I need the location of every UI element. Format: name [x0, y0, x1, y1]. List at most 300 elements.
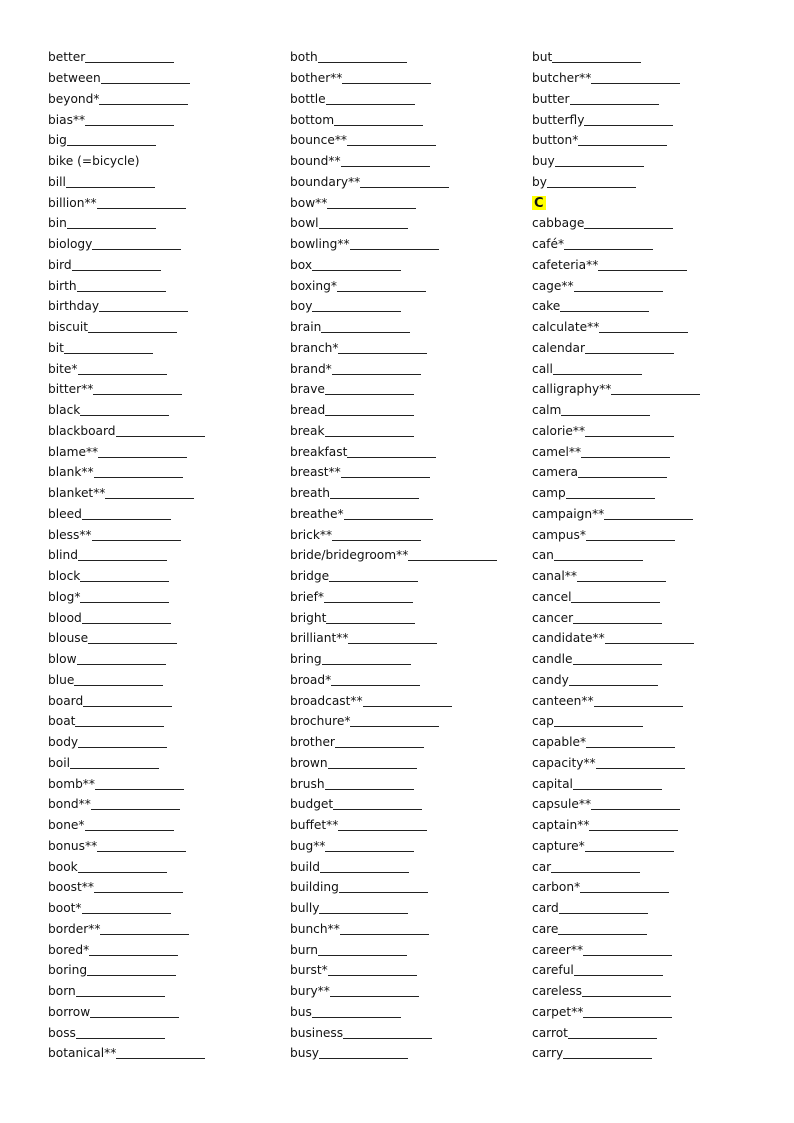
- answer-blank-line[interactable]: [554, 549, 643, 561]
- vocab-row: [532, 649, 782, 670]
- answer-blank-line[interactable]: [596, 757, 685, 769]
- vocab-row: [532, 255, 782, 276]
- answer-blank-line[interactable]: [350, 715, 439, 727]
- vocab-row: [48, 690, 298, 711]
- answer-blank-line[interactable]: [72, 259, 161, 271]
- vocab-word: bill: [48, 174, 66, 189]
- vocab-row: [290, 1002, 540, 1023]
- answer-blank-line[interactable]: [95, 778, 184, 790]
- section-letter-row: [532, 192, 782, 213]
- answer-blank-line[interactable]: [85, 819, 174, 831]
- answer-blank-line[interactable]: [343, 1027, 432, 1039]
- answer-blank-line[interactable]: [338, 819, 427, 831]
- vocab-word: business: [290, 1025, 344, 1040]
- vocab-word: bird: [48, 257, 72, 272]
- vocab-row: [532, 960, 782, 981]
- vocab-row: [48, 1022, 298, 1043]
- vocab-word: boxing*: [290, 278, 337, 293]
- answer-blank-line[interactable]: [337, 280, 426, 292]
- answer-blank-line[interactable]: [605, 632, 694, 644]
- vocab-word: breathe*: [290, 506, 344, 521]
- answer-blank-line[interactable]: [322, 653, 411, 665]
- answer-blank-line[interactable]: [340, 923, 429, 935]
- vocab-row: [290, 628, 540, 649]
- vocab-word: blanket**: [48, 486, 106, 501]
- vocab-word: car: [532, 859, 552, 874]
- vocab-row: [290, 192, 540, 213]
- vocab-word: big: [48, 133, 67, 148]
- vocab-word: boot*: [48, 901, 82, 916]
- answer-blank-line[interactable]: [85, 114, 174, 126]
- answer-blank-line[interactable]: [574, 280, 663, 292]
- vocab-row: [290, 856, 540, 877]
- vocab-word: budget: [290, 797, 334, 812]
- vocab-word: butcher**: [532, 71, 592, 86]
- vocab-row: [532, 524, 782, 545]
- answer-blank-line[interactable]: [594, 695, 683, 707]
- vocab-row: [290, 794, 540, 815]
- vocab-word: bin: [48, 216, 67, 231]
- vocab-row: [48, 711, 298, 732]
- vocab-row: [48, 794, 298, 815]
- vocab-row: [532, 566, 782, 587]
- vocab-row: [532, 919, 782, 940]
- answer-blank-line[interactable]: [333, 798, 422, 810]
- vocab-row: [290, 939, 540, 960]
- answer-blank-line[interactable]: [98, 446, 187, 458]
- vocab-word: capture*: [532, 838, 585, 853]
- vocab-row: [290, 109, 540, 130]
- vocab-word: candidate**: [532, 631, 605, 646]
- vocab-row: [48, 670, 298, 691]
- answer-blank-line[interactable]: [363, 695, 452, 707]
- answer-blank-line[interactable]: [564, 238, 653, 250]
- vocab-word: brief*: [290, 589, 325, 604]
- answer-blank-line[interactable]: [80, 404, 169, 416]
- answer-blank-line[interactable]: [99, 93, 188, 105]
- vocab-row: [48, 773, 298, 794]
- answer-blank-line[interactable]: [88, 632, 177, 644]
- vocab-row: [48, 317, 298, 338]
- answer-blank-line[interactable]: [318, 944, 407, 956]
- vocab-row: [48, 462, 298, 483]
- answer-blank-line[interactable]: [563, 1047, 652, 1059]
- vocab-word: bike (=bicycle): [48, 154, 140, 169]
- vocab-word: brochure*: [290, 714, 351, 729]
- vocab-row: [290, 919, 540, 940]
- answer-blank-line[interactable]: [89, 944, 178, 956]
- vocab-word: bring: [290, 652, 322, 667]
- answer-blank-line[interactable]: [312, 1006, 401, 1018]
- answer-blank-line[interactable]: [348, 632, 437, 644]
- vocab-row: [48, 1043, 298, 1064]
- vocab-row: [290, 441, 540, 462]
- vocab-word: calculate**: [532, 320, 600, 335]
- answer-blank-line[interactable]: [78, 861, 167, 873]
- answer-blank-line[interactable]: [347, 446, 436, 458]
- answer-blank-line[interactable]: [83, 695, 172, 707]
- vocab-row: [48, 836, 298, 857]
- vocab-word: brand*: [290, 361, 332, 376]
- answer-blank-line[interactable]: [331, 674, 420, 686]
- answer-blank-line[interactable]: [598, 259, 687, 271]
- vocab-word: brave: [290, 382, 325, 397]
- answer-blank-line[interactable]: [591, 798, 680, 810]
- answer-blank-line[interactable]: [332, 529, 421, 541]
- vocab-row: [532, 89, 782, 110]
- answer-blank-line[interactable]: [581, 446, 670, 458]
- answer-blank-line[interactable]: [320, 861, 409, 873]
- vocab-row: [532, 317, 782, 338]
- answer-blank-line[interactable]: [319, 217, 408, 229]
- vocab-row: [532, 815, 782, 836]
- answer-blank-line[interactable]: [324, 591, 413, 603]
- answer-blank-line[interactable]: [555, 155, 644, 167]
- answer-blank-line[interactable]: [586, 529, 675, 541]
- vocab-row: [48, 68, 298, 89]
- vocab-row: [290, 545, 540, 566]
- vocab-word: careless: [532, 984, 582, 999]
- answer-blank-line[interactable]: [97, 197, 186, 209]
- vocab-row: [290, 877, 540, 898]
- vocab-row: [532, 275, 782, 296]
- answer-blank-line[interactable]: [312, 259, 401, 271]
- answer-blank-line[interactable]: [318, 51, 407, 63]
- answer-blank-line[interactable]: [578, 466, 667, 478]
- answer-blank-line[interactable]: [338, 342, 427, 354]
- answer-blank-line[interactable]: [335, 736, 424, 748]
- answer-blank-line[interactable]: [360, 176, 449, 188]
- vocab-row: [48, 524, 298, 545]
- answer-blank-line[interactable]: [341, 466, 430, 478]
- answer-blank-line[interactable]: [583, 944, 672, 956]
- answer-blank-line[interactable]: [328, 964, 417, 976]
- answer-blank-line[interactable]: [573, 612, 662, 624]
- word-column-2: [290, 47, 540, 1064]
- answer-blank-line[interactable]: [78, 736, 167, 748]
- vocab-row: [532, 545, 782, 566]
- vocab-row: [290, 607, 540, 628]
- vocab-word: camel**: [532, 444, 582, 459]
- answer-blank-line[interactable]: [341, 155, 430, 167]
- answer-blank-line[interactable]: [326, 93, 415, 105]
- answer-blank-line[interactable]: [573, 653, 662, 665]
- answer-blank-line[interactable]: [328, 757, 417, 769]
- vocab-row: [48, 960, 298, 981]
- answer-blank-line[interactable]: [573, 778, 662, 790]
- answer-blank-line[interactable]: [330, 487, 419, 499]
- vocab-row: [532, 1022, 782, 1043]
- vocab-row: [532, 732, 782, 753]
- answer-blank-line[interactable]: [329, 570, 418, 582]
- vocab-word: blog*: [48, 589, 81, 604]
- answer-blank-line[interactable]: [116, 425, 205, 437]
- answer-blank-line[interactable]: [67, 134, 156, 146]
- vocab-word: butterfly: [532, 112, 585, 127]
- answer-blank-line[interactable]: [570, 93, 659, 105]
- vocab-row: [532, 109, 782, 130]
- vocab-row: [532, 172, 782, 193]
- vocab-word: by: [532, 174, 547, 189]
- answer-blank-line[interactable]: [339, 881, 428, 893]
- answer-blank-line[interactable]: [97, 840, 186, 852]
- answer-blank-line[interactable]: [547, 176, 636, 188]
- vocab-word: bounce**: [290, 133, 348, 148]
- answer-blank-line[interactable]: [93, 383, 182, 395]
- word-column-3: [532, 47, 782, 1064]
- vocab-row: [48, 919, 298, 940]
- vocab-row: [48, 1002, 298, 1023]
- vocab-row: [48, 981, 298, 1002]
- vocab-row: [532, 130, 782, 151]
- vocab-word: calm: [532, 403, 562, 418]
- vocab-row: [532, 358, 782, 379]
- answer-blank-line[interactable]: [87, 964, 176, 976]
- answer-blank-line[interactable]: [88, 321, 177, 333]
- answer-blank-line[interactable]: [327, 197, 416, 209]
- answer-blank-line[interactable]: [571, 591, 660, 603]
- vocab-word: bunch**: [290, 921, 340, 936]
- answer-blank-line[interactable]: [589, 819, 678, 831]
- vocab-row: [290, 462, 540, 483]
- answer-blank-line[interactable]: [585, 342, 674, 354]
- vocab-row: [48, 607, 298, 628]
- vocab-word: boil: [48, 755, 70, 770]
- answer-blank-line[interactable]: [76, 1027, 165, 1039]
- answer-blank-line[interactable]: [66, 176, 155, 188]
- answer-blank-line[interactable]: [584, 114, 673, 126]
- vocab-word: but: [532, 50, 553, 65]
- vocab-row: [532, 296, 782, 317]
- answer-blank-line[interactable]: [325, 425, 414, 437]
- answer-blank-line[interactable]: [94, 881, 183, 893]
- vocab-word: boy: [290, 299, 313, 314]
- vocab-row: [532, 836, 782, 857]
- vocab-word: buffet**: [290, 818, 339, 833]
- vocab-row: [532, 151, 782, 172]
- vocab-row: [290, 1043, 540, 1064]
- answer-blank-line[interactable]: [319, 1047, 408, 1059]
- answer-blank-line[interactable]: [78, 549, 167, 561]
- answer-blank-line[interactable]: [325, 840, 414, 852]
- answer-blank-line[interactable]: [74, 674, 163, 686]
- vocab-word: borrow: [48, 1004, 91, 1019]
- vocab-word: bottle: [290, 91, 326, 106]
- answer-blank-line[interactable]: [90, 1006, 179, 1018]
- vocab-row: [48, 109, 298, 130]
- answer-blank-line[interactable]: [584, 217, 673, 229]
- answer-blank-line[interactable]: [347, 134, 436, 146]
- answer-blank-line[interactable]: [77, 280, 166, 292]
- answer-blank-line[interactable]: [92, 529, 181, 541]
- vocab-row: [290, 130, 540, 151]
- vocab-row: [532, 711, 782, 732]
- vocab-word: biology: [48, 237, 93, 252]
- vocab-word: bomb**: [48, 776, 95, 791]
- answer-blank-line[interactable]: [100, 923, 189, 935]
- vocab-row: [532, 753, 782, 774]
- vocab-row: [290, 317, 540, 338]
- answer-blank-line[interactable]: [82, 612, 171, 624]
- answer-blank-line[interactable]: [326, 612, 415, 624]
- answer-blank-line[interactable]: [611, 383, 700, 395]
- vocab-word: block: [48, 569, 81, 584]
- vocab-word: carbon*: [532, 880, 581, 895]
- vocab-word: born: [48, 984, 76, 999]
- answer-blank-line[interactable]: [80, 570, 169, 582]
- vocab-word: bug**: [290, 838, 326, 853]
- vocab-row: [532, 441, 782, 462]
- answer-blank-line[interactable]: [94, 466, 183, 478]
- answer-blank-line[interactable]: [559, 902, 648, 914]
- answer-blank-line[interactable]: [342, 72, 431, 84]
- answer-blank-line[interactable]: [585, 425, 674, 437]
- vocab-row: [48, 400, 298, 421]
- answer-blank-line[interactable]: [574, 964, 663, 976]
- answer-blank-line[interactable]: [85, 51, 174, 63]
- answer-blank-line[interactable]: [325, 404, 414, 416]
- vocab-row: [48, 255, 298, 276]
- vocab-row: [532, 68, 782, 89]
- answer-blank-line[interactable]: [325, 778, 414, 790]
- vocab-row: [48, 213, 298, 234]
- answer-blank-line[interactable]: [551, 861, 640, 873]
- answer-blank-line[interactable]: [75, 715, 164, 727]
- answer-blank-line[interactable]: [561, 404, 650, 416]
- vocab-word: bowling**: [290, 237, 350, 252]
- vocab-row: [48, 47, 298, 68]
- answer-blank-line[interactable]: [560, 300, 649, 312]
- answer-blank-line[interactable]: [583, 1006, 672, 1018]
- vocab-word: breakfast: [290, 444, 348, 459]
- vocab-word: bleed: [48, 506, 82, 521]
- vocab-word: bored*: [48, 942, 90, 957]
- vocab-row: [290, 172, 540, 193]
- vocab-row: [290, 1022, 540, 1043]
- vocab-row: [48, 172, 298, 193]
- answer-blank-line[interactable]: [334, 114, 423, 126]
- vocab-word: boundary**: [290, 174, 361, 189]
- vocab-word: birthday: [48, 299, 100, 314]
- answer-blank-line[interactable]: [91, 798, 180, 810]
- answer-blank-line[interactable]: [325, 383, 414, 395]
- answer-blank-line[interactable]: [578, 134, 667, 146]
- vocab-word: blow: [48, 652, 77, 667]
- answer-blank-line[interactable]: [569, 674, 658, 686]
- answer-blank-line[interactable]: [558, 923, 647, 935]
- vocab-word: camp: [532, 486, 566, 501]
- answer-blank-line[interactable]: [585, 840, 674, 852]
- vocab-word: carry: [532, 1046, 564, 1061]
- vocab-word: campaign**: [532, 506, 605, 521]
- answer-blank-line[interactable]: [599, 321, 688, 333]
- answer-blank-line[interactable]: [577, 570, 666, 582]
- vocab-row: [532, 670, 782, 691]
- answer-blank-line[interactable]: [566, 487, 655, 499]
- answer-blank-line[interactable]: [586, 736, 675, 748]
- answer-blank-line[interactable]: [80, 591, 169, 603]
- answer-blank-line[interactable]: [64, 342, 153, 354]
- vocab-word: café*: [532, 237, 565, 252]
- vocab-row: [48, 192, 298, 213]
- answer-blank-line[interactable]: [330, 985, 419, 997]
- vocab-word: board: [48, 693, 84, 708]
- answer-blank-line[interactable]: [332, 363, 421, 375]
- vocab-row: [532, 338, 782, 359]
- vocab-row: [48, 856, 298, 877]
- answer-blank-line[interactable]: [580, 881, 669, 893]
- answer-blank-line[interactable]: [321, 321, 410, 333]
- answer-blank-line[interactable]: [408, 549, 497, 561]
- answer-blank-line[interactable]: [82, 902, 171, 914]
- vocab-word: carpet**: [532, 1004, 584, 1019]
- answer-blank-line[interactable]: [78, 363, 167, 375]
- answer-blank-line[interactable]: [105, 487, 194, 499]
- vocab-word: can: [532, 548, 554, 563]
- answer-blank-line[interactable]: [82, 508, 171, 520]
- answer-blank-line[interactable]: [604, 508, 693, 520]
- answer-blank-line[interactable]: [344, 508, 433, 520]
- vocab-row: [48, 504, 298, 525]
- vocab-row: [48, 275, 298, 296]
- answer-blank-line[interactable]: [99, 300, 188, 312]
- vocab-row: [48, 358, 298, 379]
- answer-blank-line[interactable]: [76, 985, 165, 997]
- vocab-row: [290, 255, 540, 276]
- answer-blank-line[interactable]: [101, 72, 190, 84]
- answer-blank-line[interactable]: [92, 238, 181, 250]
- answer-blank-line[interactable]: [70, 757, 159, 769]
- vocab-word: bitter**: [48, 382, 94, 397]
- vocab-word: butter: [532, 91, 570, 106]
- vocab-row: [290, 483, 540, 504]
- answer-blank-line[interactable]: [77, 653, 166, 665]
- vocab-row: [48, 338, 298, 359]
- vocab-word: card: [532, 901, 559, 916]
- vocab-word: build: [290, 859, 320, 874]
- vocab-word: cancer: [532, 610, 574, 625]
- vocab-word: boat: [48, 714, 76, 729]
- answer-blank-line[interactable]: [553, 363, 642, 375]
- vocab-word: careful: [532, 963, 574, 978]
- answer-blank-line[interactable]: [319, 902, 408, 914]
- vocab-word: boss: [48, 1025, 76, 1040]
- answer-blank-line[interactable]: [554, 715, 643, 727]
- vocab-word: capsule**: [532, 797, 592, 812]
- vocab-word: campus*: [532, 527, 586, 542]
- answer-blank-line[interactable]: [591, 72, 680, 84]
- answer-blank-line[interactable]: [67, 217, 156, 229]
- vocab-word: box: [290, 257, 313, 272]
- vocab-word: capital: [532, 776, 573, 791]
- vocab-row: [48, 483, 298, 504]
- vocab-word: blame**: [48, 444, 99, 459]
- vocab-row: [532, 877, 782, 898]
- answer-blank-line[interactable]: [568, 1027, 657, 1039]
- vocab-word: brick**: [290, 527, 333, 542]
- vocab-word: beyond*: [48, 91, 100, 106]
- vocab-word: bound**: [290, 154, 341, 169]
- answer-blank-line[interactable]: [582, 985, 671, 997]
- vocab-word: bit: [48, 340, 64, 355]
- vocab-word: book: [48, 859, 78, 874]
- answer-blank-line[interactable]: [312, 300, 401, 312]
- answer-blank-line[interactable]: [350, 238, 439, 250]
- vocab-word: calorie**: [532, 423, 586, 438]
- answer-blank-line[interactable]: [552, 51, 641, 63]
- vocab-word: breast**: [290, 465, 341, 480]
- answer-blank-line[interactable]: [116, 1047, 205, 1059]
